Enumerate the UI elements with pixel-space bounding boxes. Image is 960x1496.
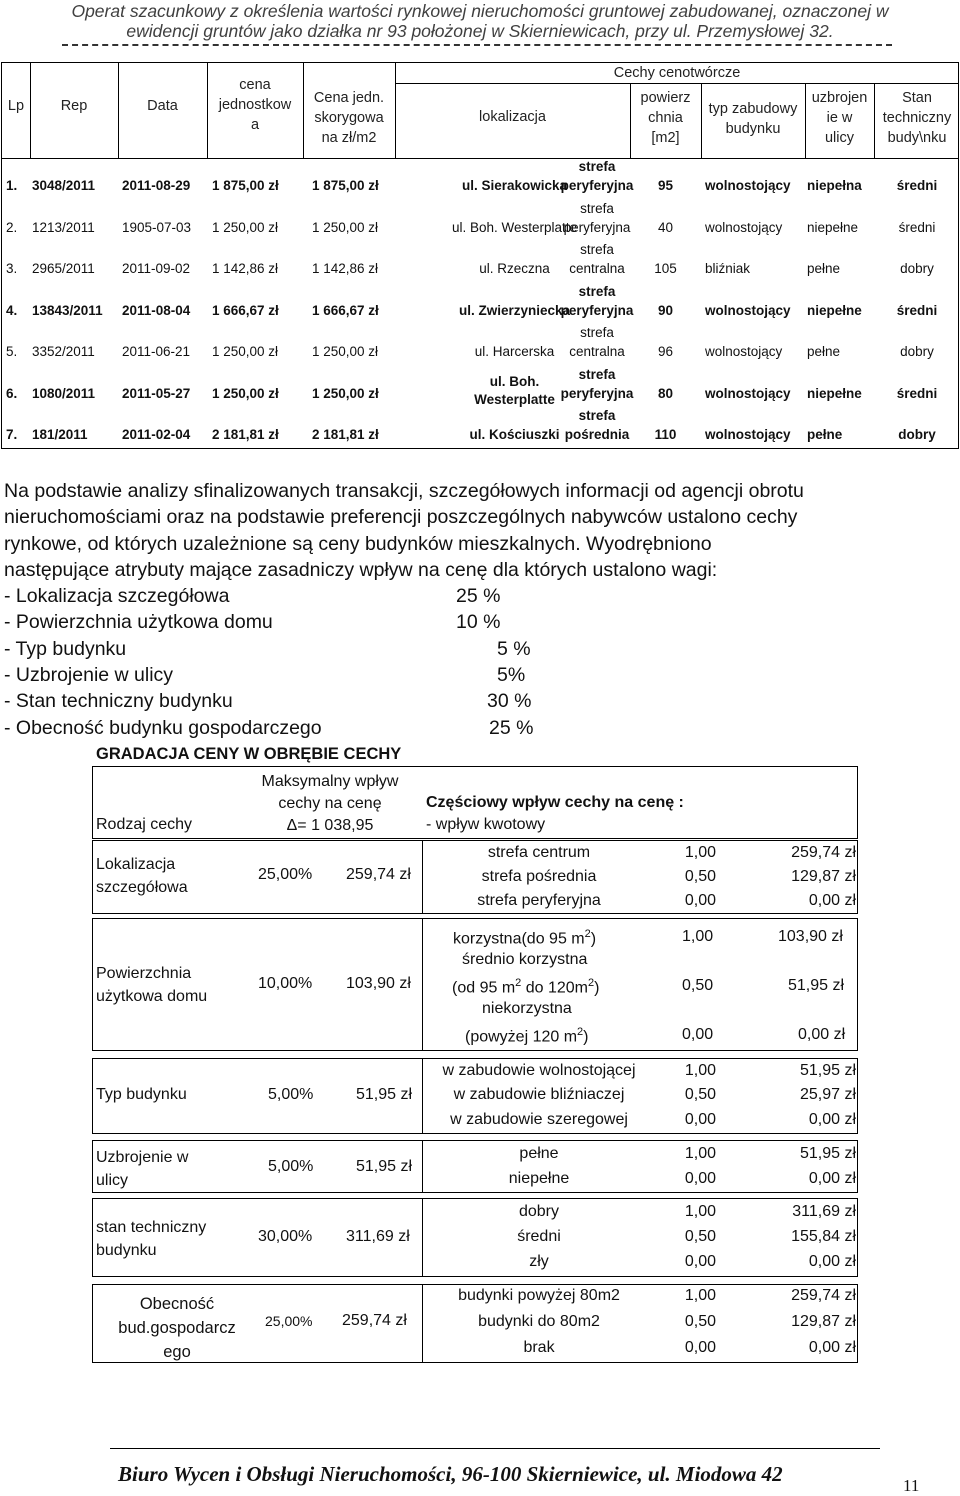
cell-stan: średni <box>896 385 938 401</box>
gradation-coef: 0,00 <box>684 1170 716 1187</box>
gradation-label: dobry <box>518 1203 560 1220</box>
feature-value: 51,95 zł <box>356 1158 413 1175</box>
gradation-label: niepełne <box>508 1170 570 1187</box>
cell-rep: 3352/2011 <box>32 344 95 359</box>
gradation-value: 0,00 zł <box>808 1339 856 1356</box>
weight-item: - Powierzchnia użytkowa domu 10 % <box>4 609 954 635</box>
th-typ: typ zabudowy budynku <box>708 101 798 137</box>
gradation-label: zły <box>529 1253 549 1270</box>
cell-cena: 1 250,00 zł <box>212 219 279 235</box>
feature-name: Uzbrojenie w ulicy <box>96 1149 189 1189</box>
feature-pct: 30,00% <box>258 1228 313 1245</box>
th-uzbrojenie: uzbrojen ie w ulicy <box>811 90 868 146</box>
gradation-value: 0,00 zł <box>808 1111 856 1128</box>
cell-skor: 1 250,00 zł <box>312 344 379 359</box>
gradation-coef: 0,00 <box>684 1111 716 1128</box>
gradation-coef: 0,50 <box>684 868 716 885</box>
feature-pct: 25,00% <box>258 866 313 883</box>
th-cena: cena jednostkow a <box>218 77 292 133</box>
cell-strefa2: peryferyjna <box>563 219 631 235</box>
cell-lok: ul. Harcerska <box>474 344 555 359</box>
gradation-label: (powyżej 120 $m^2$) <box>465 1026 589 1046</box>
cell-cena: 1 142,86 zł <box>212 261 279 276</box>
gradacja-title: GRADACJA CENY W OBRĘBIE CECHY <box>96 745 402 763</box>
gradation-label: strefa peryferyjna <box>477 892 601 909</box>
th-wplyw-kwotowy: - wpływ kwotowy <box>426 816 546 833</box>
header-line-2: ewidencji gruntów jako działka nr 93 położonej w Skierniewicach, przy ul. Przemysłowej 32. <box>126 21 834 41</box>
footer-text: Biuro Wycen i Obsługi Nieruchomości, 96-100 Skierniewice, ul. Miodowa 42 <box>118 1462 783 1486</box>
feature-pct: 25,00% <box>265 1313 313 1329</box>
feature-value: 259,74 zł <box>342 1312 407 1329</box>
cell-lok: ul. Zwierzyniecka <box>458 302 571 318</box>
cell-stan: dobry <box>900 344 934 359</box>
row-divider <box>92 838 858 839</box>
th-cena-skorygowana: Cena jedn. skorygowa na zł/m2 <box>313 90 385 146</box>
th-rodzaj-cechy: Rodzaj cechy <box>96 816 193 833</box>
gradation-label: w zabudowie szeregowej <box>450 1111 628 1128</box>
feature-value: 311,69 zł <box>346 1228 410 1245</box>
cell-lp: 3. <box>6 261 18 276</box>
feature-pct: 5,00% <box>268 1086 314 1103</box>
cell-strefa2: pośrednia <box>564 427 630 442</box>
cell-stan: średni <box>896 302 938 318</box>
gradation-coef: 1,00 <box>684 844 716 861</box>
cell-lp: 5. <box>6 344 18 359</box>
col-divider <box>422 840 423 914</box>
cell-strefa: strefa <box>578 408 616 423</box>
gradation-value: 51,95 zł <box>799 1062 856 1079</box>
gradation-label: brak <box>523 1339 555 1356</box>
cell-data: 2011-05-27 <box>122 385 191 401</box>
cell-cena: 2 181,81 zł <box>212 427 279 442</box>
gradation-value: 0,00 zł <box>798 1026 846 1043</box>
row-divider <box>395 83 959 84</box>
feature-value: 259,74 zł <box>346 866 411 883</box>
weight-value: 30 % <box>487 690 532 713</box>
cell-strefa: strefa <box>578 283 616 299</box>
paragraph-line: następujące atrybuty mające zasadniczy wpływ na cenę dla których ustalono wagi: <box>4 558 718 581</box>
cell-uzb: niepełne <box>807 219 859 235</box>
cell-rep: 2965/2011 <box>32 261 95 276</box>
gradation-value: 259,74 zł <box>791 1287 856 1304</box>
cell-lok: ul. Sierakowicka <box>461 178 568 193</box>
gradation-label: w zabudowie bliźniaczej <box>453 1086 625 1103</box>
feature-name: stan techniczny budynku <box>96 1219 207 1259</box>
col-divider <box>422 1198 423 1277</box>
feature-name: Lokalizacja szczegółowa <box>96 856 188 896</box>
cell-pow: 95 <box>657 178 674 193</box>
gradation-coef: 0,50 <box>684 1228 716 1245</box>
cell-lok2: Westerplatte <box>474 391 555 407</box>
cell-skor: 1 666,67 zł <box>312 302 379 318</box>
cell-lok: ul. Boh. Westerplatte <box>451 219 578 235</box>
cell-cena: 1 250,00 zł <box>212 344 279 359</box>
col-divider <box>422 918 423 1051</box>
gradation-label: korzystna(do 95 $m^2$) <box>453 928 597 948</box>
cell-strefa: strefa <box>580 242 614 257</box>
cell-rep: 1213/2011 <box>32 219 95 235</box>
cell-uzb: pełne <box>807 344 841 359</box>
weight-item: - Obecność budynku gospodarczego 25 % <box>4 715 954 741</box>
row-divider <box>92 766 858 767</box>
cell-pow: 90 <box>657 302 674 318</box>
th-data: Data <box>147 98 178 114</box>
gradation-value: 103,90 zł <box>778 928 843 945</box>
gradation-value: 129,87 zł <box>791 1313 856 1330</box>
row-divider <box>2 158 959 159</box>
gradation-label: budynki powyżej 80m2 <box>458 1287 620 1304</box>
cell-lok: ul. Rzeczna <box>479 261 550 276</box>
gradation-label: średni <box>517 1228 561 1245</box>
cell-strefa: strefa <box>578 366 616 382</box>
feature-name: Obecność bud.gospodarcz ego <box>118 1295 236 1361</box>
cell-rep: 3048/2011 <box>32 178 96 193</box>
gradation-coef: 1,00 <box>684 1062 716 1079</box>
transactions-table <box>1 62 959 449</box>
analysis-paragraph <box>4 478 954 741</box>
cell-typ: wolnostojący <box>705 427 791 442</box>
cell-rep: 13843/2011 <box>32 302 103 318</box>
cell-pow: 105 <box>654 261 677 276</box>
cell-uzb: niepełna <box>807 178 862 193</box>
cell-strefa: strefa <box>578 159 616 174</box>
cell-pow: 80 <box>657 385 674 401</box>
cell-data: 1905-07-03 <box>122 219 192 235</box>
gradation-coef: 0,00 <box>682 1026 714 1043</box>
cell-lok: ul. Boh. <box>489 373 540 389</box>
footer-divider <box>110 1448 880 1449</box>
gradation-coef: 0,00 <box>684 892 716 909</box>
cell-pow: 110 <box>654 427 677 442</box>
col-divider <box>857 766 858 839</box>
weight-value: 25 % <box>489 716 534 739</box>
cell-typ: wolnostojący <box>705 219 783 235</box>
gradation-coef: 1,00 <box>684 1287 716 1304</box>
feature-pct: 10,00% <box>258 975 313 992</box>
cell-stan: średni <box>898 219 936 235</box>
cell-strefa2: peryferyjna <box>560 178 634 193</box>
th-powierzchnia: powierz chnia [m2] <box>640 90 691 146</box>
cell-lp: 4. <box>6 302 18 318</box>
weight-item: - Lokalizacja szczegółowa 25 % <box>4 583 954 609</box>
header-line-1: Operat szacunkowy z określenia wartości rynkowej nieruchomości gruntowej zabudowanej, oznaczonej w <box>71 1 889 21</box>
cell-cena: 1 666,67 zł <box>212 302 279 318</box>
gradation-coef: 0,00 <box>684 1339 716 1356</box>
gradation-label: średnio korzystna <box>462 951 588 968</box>
cell-skor: 1 875,00 zł <box>312 178 379 193</box>
cell-data: 2011-06-21 <box>122 344 191 359</box>
weight-value: 5 % <box>497 637 531 660</box>
cell-pow: 40 <box>657 219 674 235</box>
weight-value: 25 % <box>456 585 501 608</box>
cell-strefa2: centralna <box>569 344 625 359</box>
cell-strefa2: peryferyjna <box>560 385 634 401</box>
gradation-value: 25,97 zł <box>799 1086 856 1103</box>
cell-data: 2011-02-04 <box>122 427 191 442</box>
gradation-value: 0,00 zł <box>808 1170 856 1187</box>
th-lp: Lp <box>7 98 25 114</box>
cell-stan: dobry <box>898 427 936 442</box>
gradation-value: 259,74 zł <box>791 844 856 861</box>
col-divider <box>422 1140 423 1193</box>
gradation-value: 0,00 zł <box>808 892 856 909</box>
feature-name: Typ budynku <box>96 1086 187 1103</box>
cell-stan: średni <box>896 178 938 193</box>
cell-lok: ul. Kościuszki <box>469 427 560 442</box>
cell-uzb: pełne <box>807 261 841 276</box>
gradation-label: pełne <box>519 1145 559 1162</box>
gradation-coef: 0,50 <box>684 1086 716 1103</box>
cell-skor: 2 181,81 zł <box>312 427 379 442</box>
feature-value: 51,95 zł <box>356 1086 413 1103</box>
paragraph-line: nieruchomościami oraz na podstawie preferencji poszczególnych nabywców ustalono cechy <box>4 506 798 529</box>
cell-skor: 1 250,00 zł <box>312 219 379 235</box>
weight-value: 10 % <box>456 611 501 634</box>
gradation-value: 311,69 zł <box>792 1203 856 1220</box>
cell-data: 2011-09-02 <box>122 261 191 276</box>
paragraph-line: rynkowe, od których uzależnione są ceny budynków mieszkalnych. Wyodrębniono <box>4 532 712 555</box>
col-divider <box>422 1284 423 1363</box>
header-divider <box>62 44 892 46</box>
gradation-value: 129,87 zł <box>791 868 856 885</box>
col-divider <box>92 766 93 839</box>
gradation-coef: 1,00 <box>682 928 714 945</box>
feature-value: 103,90 zł <box>346 975 411 992</box>
gradation-coef: 1,00 <box>684 1145 716 1162</box>
cell-rep: 181/2011 <box>32 427 88 442</box>
th-maks-wplyw: Maksymalny wpływ cechy na cenę Δ= 1 038,95 <box>261 773 399 834</box>
cell-data: 2011-08-29 <box>122 178 191 193</box>
gradation-value: 0,00 zł <box>808 1253 856 1270</box>
cell-typ: wolnostojący <box>705 344 783 359</box>
cell-data: 2011-08-04 <box>122 302 191 318</box>
cell-strefa: strefa <box>580 200 614 216</box>
weight-item: - Stan techniczny budynku 30 % <box>4 688 954 714</box>
weight-value: 5% <box>497 664 526 687</box>
gradation-label: strefa centrum <box>487 844 591 861</box>
gradation-label: (od 95 $m^2$ do $120m^2$) <box>452 977 600 997</box>
cell-cena: 1 875,00 zł <box>212 178 279 193</box>
th-cechy: Cechy cenotwórcze <box>613 65 741 81</box>
gradation-coef: 0,50 <box>684 1313 716 1330</box>
th-stan: Stan techniczny budy\nku <box>882 90 952 146</box>
cell-typ: wolnostojący <box>705 178 791 193</box>
gradation-coef: 0,50 <box>682 977 714 994</box>
gradation-value: 51,95 zł <box>799 1145 856 1162</box>
cell-lp: 7. <box>6 427 18 442</box>
weight-item: - Uzbrojenie w ulicy 5% <box>4 662 954 688</box>
cell-pow: 96 <box>657 344 674 359</box>
cell-strefa: strefa <box>580 325 614 340</box>
cell-strefa2: peryferyjna <box>560 302 634 318</box>
cell-uzb: niepełne <box>807 385 862 401</box>
paragraph-line: Na podstawie analizy sfinalizowanych transakcji, szczegółowych informacji od agencji obrotu <box>4 480 804 502</box>
weight-item: - Typ budynku 5 % <box>4 636 954 662</box>
cell-uzb: niepełne <box>807 302 862 318</box>
cell-lp: 1. <box>6 178 18 193</box>
cell-skor: 1 142,86 zł <box>312 261 379 276</box>
cell-uzb: pełne <box>807 427 843 442</box>
gradation-coef: 0,00 <box>684 1253 716 1270</box>
cell-skor: 1 250,00 zł <box>312 385 379 401</box>
feature-name: Powierzchnia użytkowa domu <box>96 965 208 1005</box>
cell-lp: 6. <box>6 385 18 401</box>
cell-rep: 1080/2011 <box>32 385 96 401</box>
th-lokalizacja: lokalizacja <box>479 109 546 125</box>
th-czesciowy: Częściowy wpływ cechy na cenę : <box>426 794 684 811</box>
cell-lp: 2. <box>6 219 18 235</box>
cell-stan: dobry <box>900 261 934 276</box>
gradation-label: niekorzystna <box>482 1000 572 1017</box>
col-divider <box>422 1058 423 1134</box>
gradation-label: strefa pośrednia <box>481 868 597 885</box>
gradation-label: budynki do 80m2 <box>478 1313 600 1330</box>
gradation-value: 51,95 zł <box>788 977 845 994</box>
gradation-coef: 1,00 <box>684 1203 716 1220</box>
feature-pct: 5,00% <box>268 1158 314 1175</box>
cell-typ: wolnostojący <box>705 385 791 401</box>
cell-cena: 1 250,00 zł <box>212 385 279 401</box>
cell-typ: wolnostojący <box>705 302 791 318</box>
gradation-label: w zabudowie wolnostojącej <box>442 1062 636 1079</box>
th-rep: Rep <box>60 98 88 114</box>
page-number: 11 <box>903 1476 920 1495</box>
cell-typ: bliźniak <box>705 261 751 276</box>
cell-strefa2: centralna <box>569 261 625 276</box>
gradation-value: 155,84 zł <box>791 1228 856 1245</box>
